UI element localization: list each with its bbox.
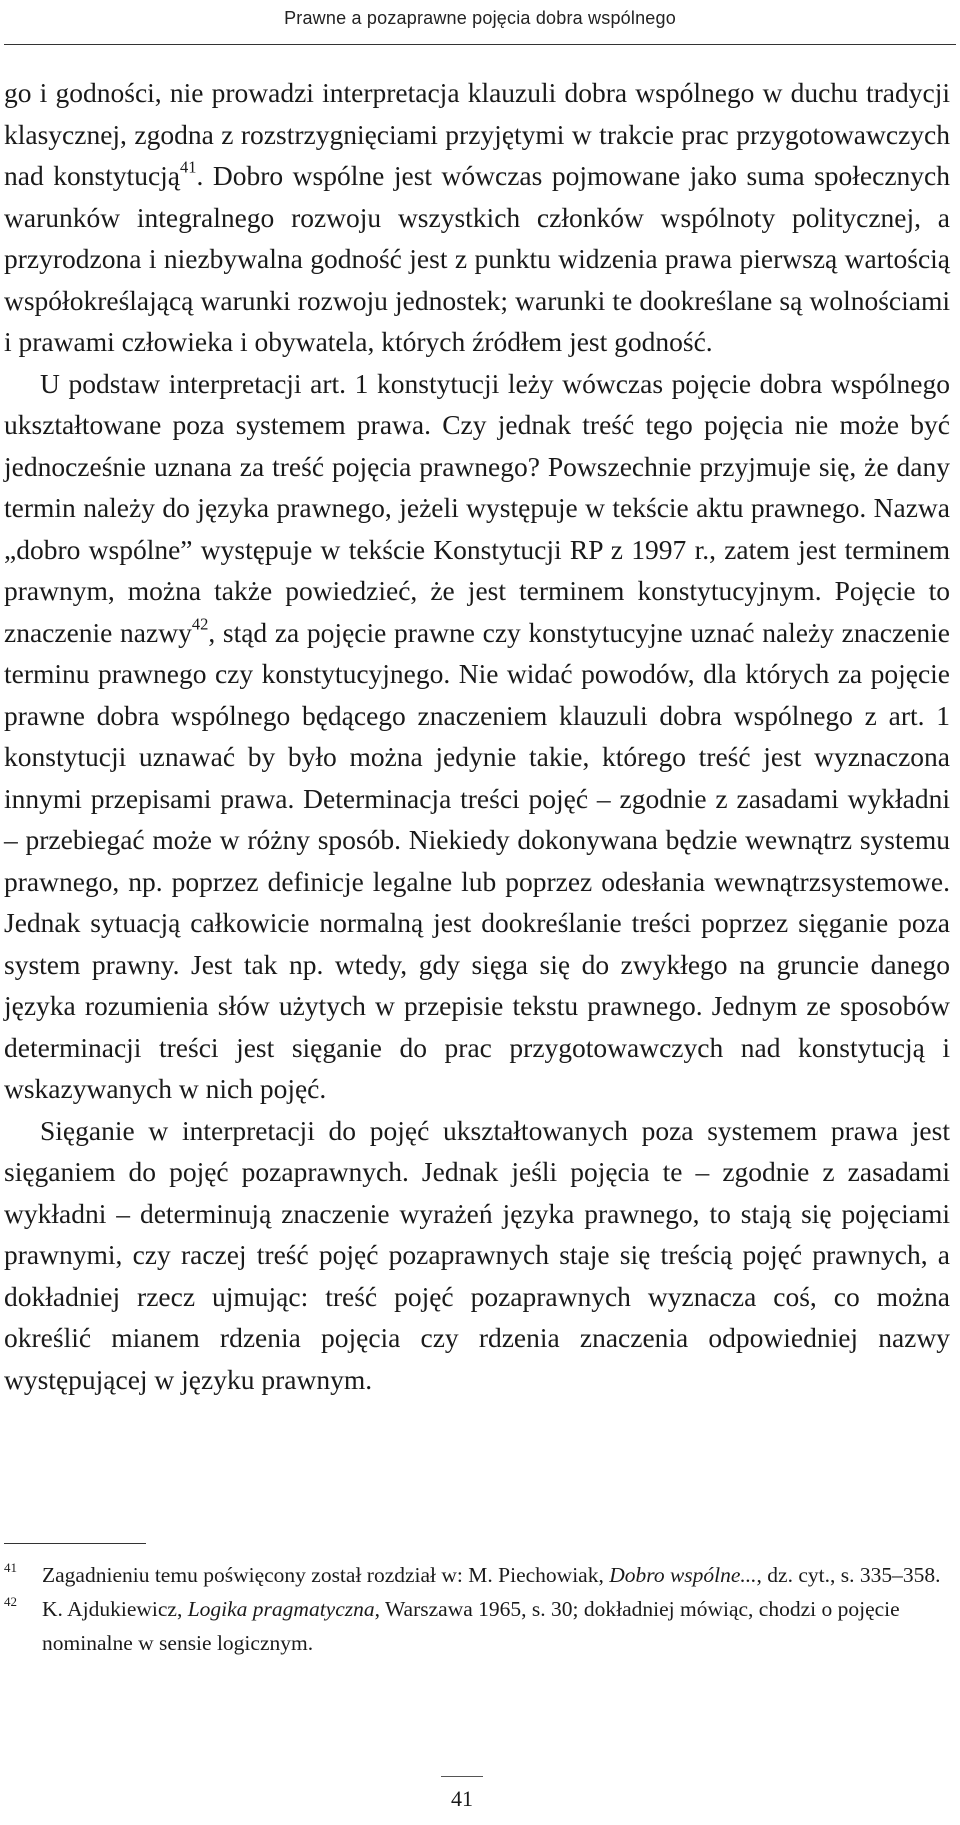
footnote-number: 41: [4, 1560, 17, 1575]
footnote-reference[interactable]: 42: [191, 614, 209, 634]
footnote-text: K. Ajdukiewicz,: [42, 1597, 188, 1621]
footnote-text: , dz. cyt., s. 335–358.: [756, 1563, 941, 1587]
paragraph-text: go i godności, nie prowadzi interpretacja klauzuli dobra wspólnego w duchu tradycji klasycznej, zgodna z rozstrzygnięciami przyjętymi w trakcie prac przygotowawczych nad konstytucją: [4, 77, 950, 191]
footnote-text: Zagadnieniu temu poświęcony został rozdział w: M. Piechowiak,: [42, 1563, 610, 1587]
footnote-divider: [4, 1543, 146, 1544]
footnote-text: , Warszawa 1965, s. 30; dokładniej mówiąc, chodzi o pojęcie nominalne w sensie logicznym.: [42, 1597, 900, 1655]
paragraph-text: . Dobro wspólne jest wówczas pojmowane jako suma społecznych warunków integralnego rozwoju wszystkich członków wspólnoty politycznej, a przyrodzona i niezbywalna godność jest z punktu widzenia prawa pierwszą wartością współokreślającą warunki rozwoju jednostek; warunki te dookreślane są wolnościami i prawami człowieka i obywatela, których źródłem jest godność.: [4, 160, 951, 357]
footnote-reference[interactable]: 41: [180, 157, 197, 177]
paragraph: [4, 363, 950, 1110]
running-header: Prawne a pozaprawne pojęcia dobra wspólnego: [284, 8, 676, 28]
paragraph: [4, 1110, 950, 1401]
footnote-title: Dobro wspólne...: [609, 1563, 757, 1587]
paragraph-text: U podstaw interpretacji art. 1 konstytucji leży wówczas pojęcie dobra wspólnego ukształtowane poza systemem prawa. Czy jednak treść tego pojęcia nie może być jednocześnie uznana za treść pojęcia prawnego? Powszechnie przyjmuje się, że dany termin należy do języka prawnego, jeżeli występuje w tekście aktu prawnego. Nazwa „dobro wspólne” występuje w tekście Konstytucji RP z 1997 r., zatem jest terminem prawnym, można także powiedzieć, że jest terminem konstytucyjnym. Pojęcie to znaczenie nazwy: [4, 367, 950, 648]
page-number-divider: [441, 1776, 483, 1777]
paragraph-text: , stąd za pojęcie prawne czy konstytucyjne uznać należy znaczenie terminu prawnego czy konstytucyjnego. Nie widać powodów, dla których za pojęcie prawne dobra wspólnego będącego znaczeniem klauzuli dobra wspólnego z art. 1 konstytucji uznawać by było można jedynie takie, którego treść jest wyznaczona innymi przepisami prawa. Determinacja treści pojęć – zgodnie z zasadami wykładni – przebiegać może w różny sposób. Niekiedy dokonywana będzie wewnątrz systemu prawnego, np. poprzez definicje legalne lub poprzez odesłania wewnątrzsystemowe. Jednak sytuacją całkowicie normalną jest dookreślanie treści poprzez sięganie poza system prawny. Jest tak np. wtedy, gdy sięga się do zwykłego na gruncie danego języka rozumienia słów użytych w przepisie tekstu prawnego. Jednym ze sposobów determinacji treści jest sięganie do prac przygotowawczych nad konstytucją i wskazywanych w nich pojęć.: [4, 616, 950, 1104]
page-number: 41: [451, 1786, 473, 1811]
footnote-number: 42: [4, 1594, 17, 1609]
paragraph-text: Sięganie w interpretacji do pojęć ukształtowanych poza systemem prawa jest sięganiem do pojęć pozaprawnych. Jednak jeśli pojęcia te – zgodnie z zasadami wykładni – determinują znaczenie wyrażeń języka prawnego, to stają się pojęciami prawnymi, czy raczej treść pojęć pozaprawnych staje się treścią pojęć prawnych, a dokładniej rzecz ujmując: treść pojęć pozaprawnych wyznacza coś, co można określić mianem rdzenia pojęcia czy rdzenia znaczenia odpowiedniej nazwy występującej w języku prawnym.: [4, 1114, 950, 1395]
footnote-title: Logika pragmatyczna: [187, 1597, 375, 1621]
footnote: [4, 1558, 950, 1592]
paragraph: [4, 72, 950, 363]
footnotes: [4, 1558, 950, 1660]
header-divider: [4, 44, 956, 45]
footnote: [4, 1592, 950, 1660]
main-text: [4, 72, 950, 1400]
